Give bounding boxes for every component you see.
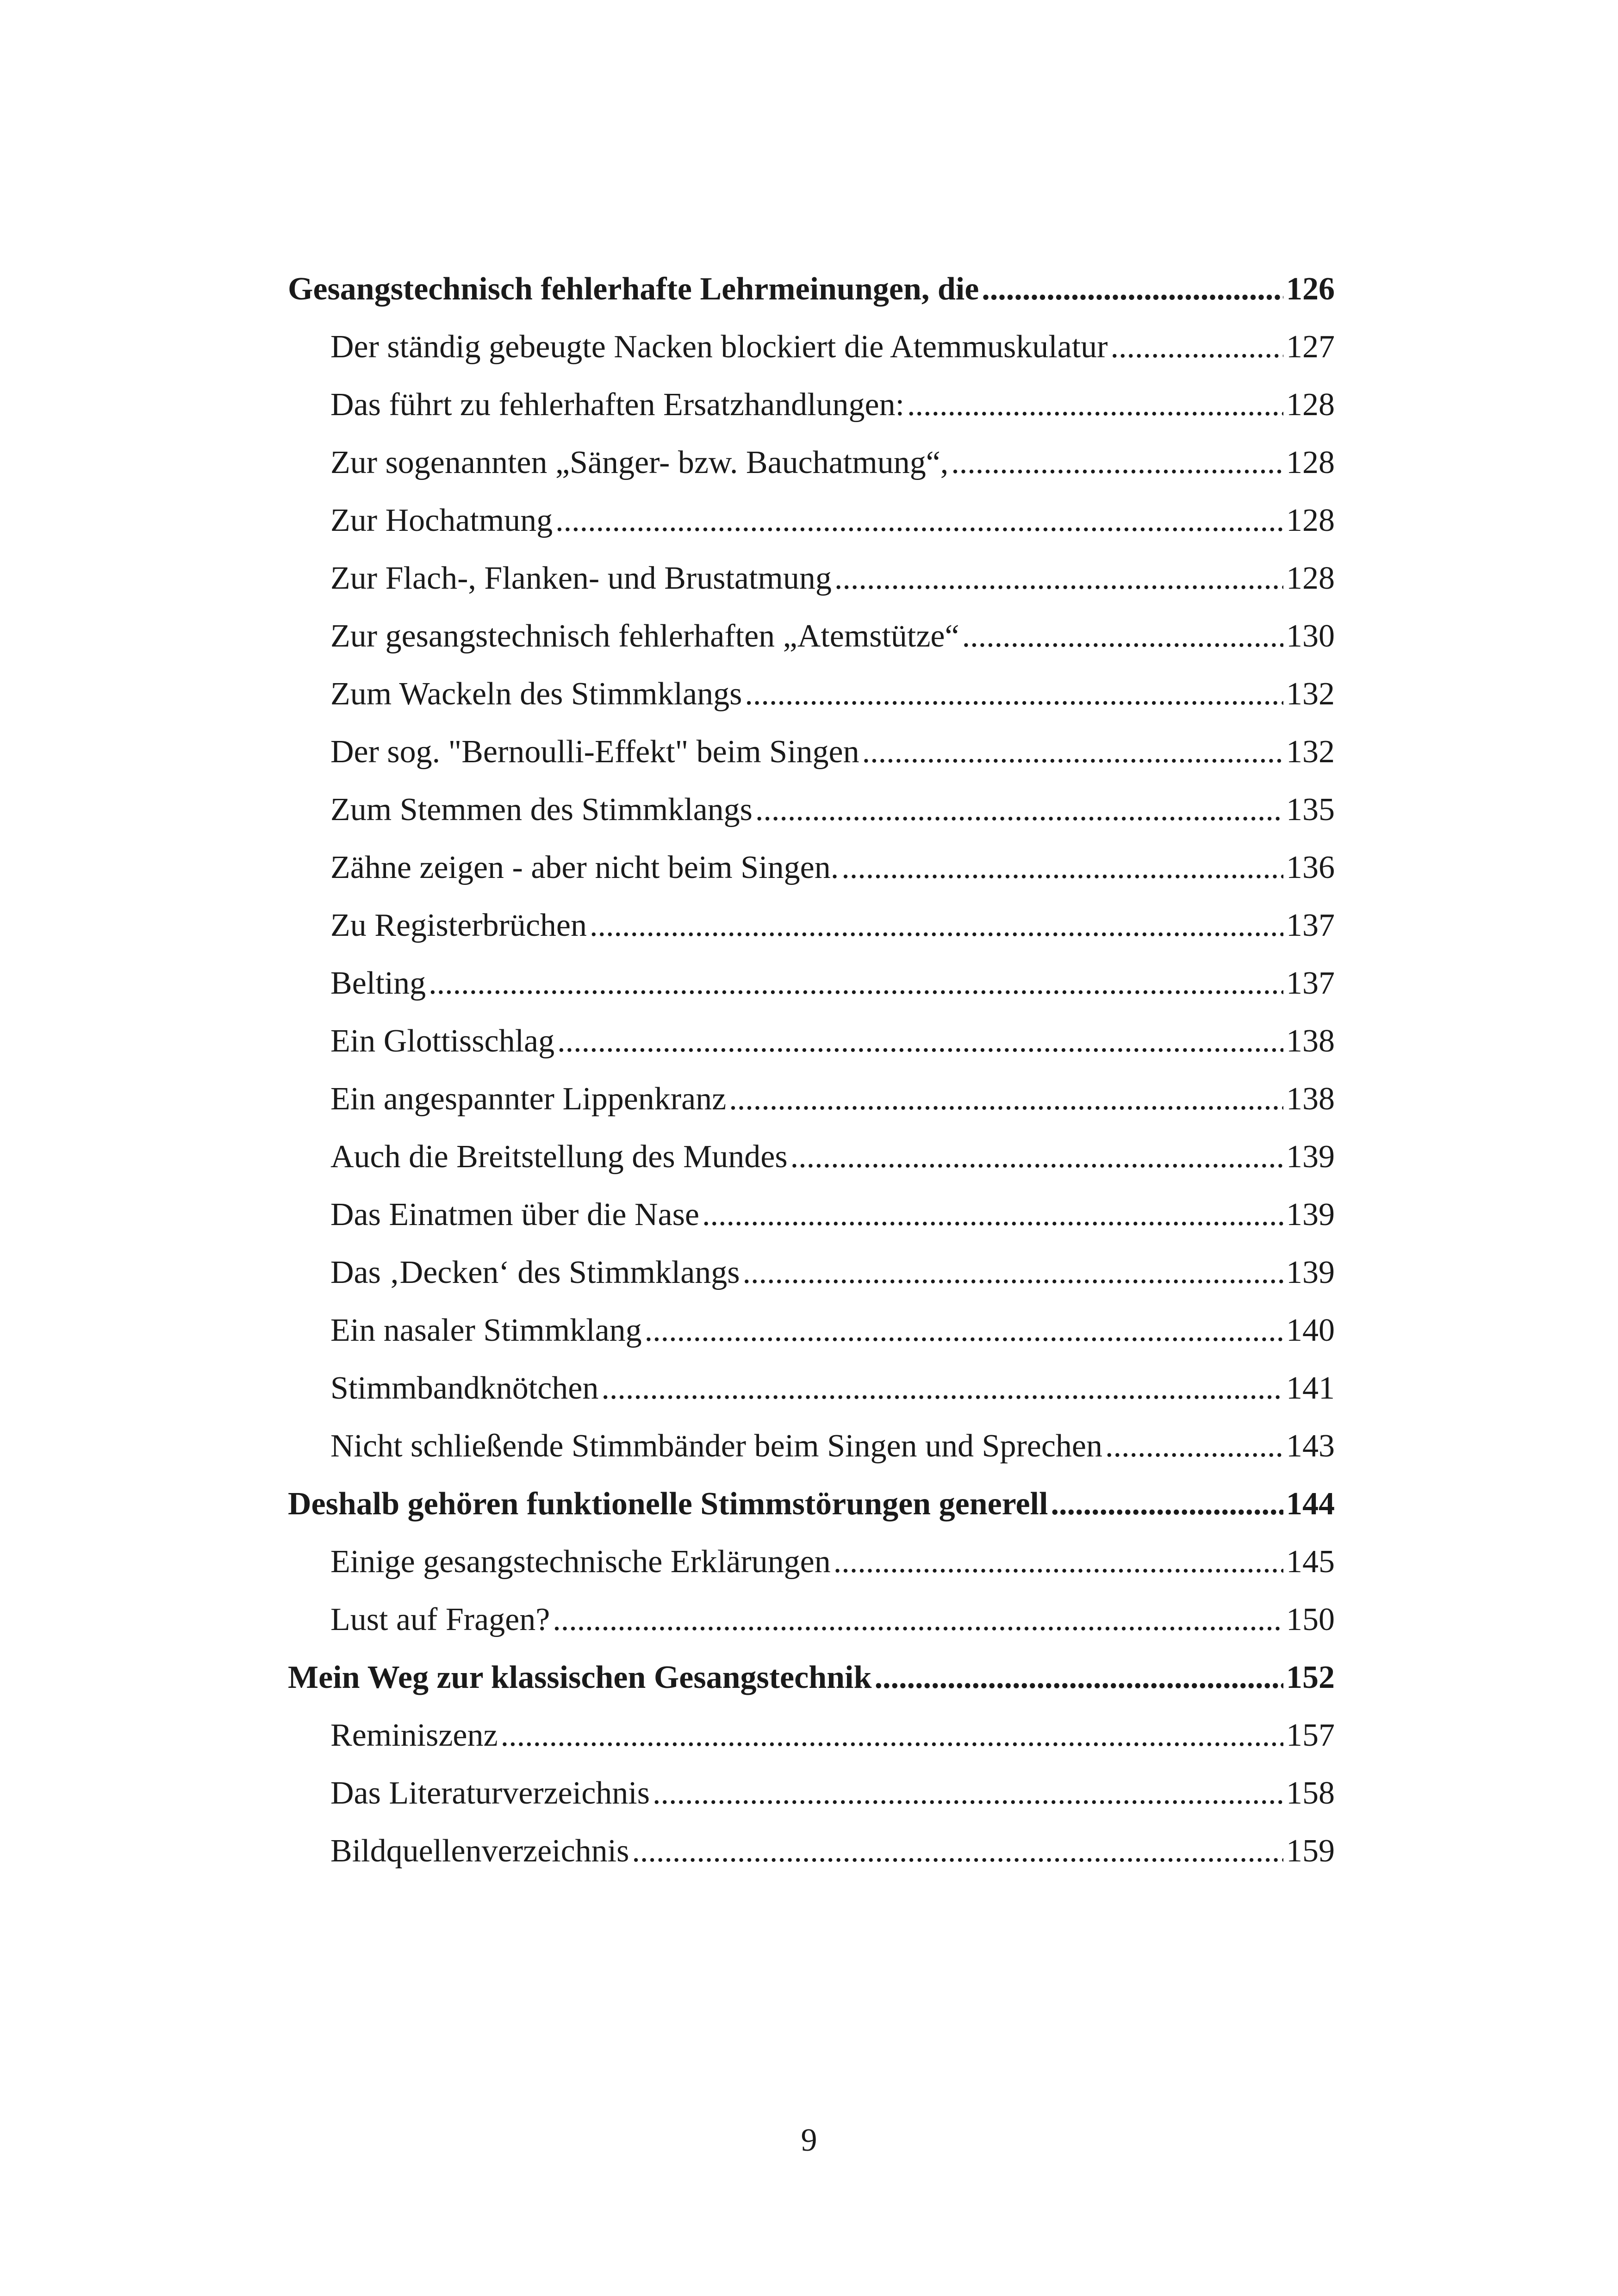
toc-entry-title: Zu Registerbrüchen <box>330 908 587 943</box>
toc-entry-page: 141 <box>1286 1370 1335 1406</box>
toc-section-entry <box>288 1533 1335 1591</box>
toc-entry-title: Das Einatmen über die Nase <box>330 1197 699 1232</box>
toc-section-entry <box>288 896 1335 954</box>
toc-dot-leader <box>841 839 1283 896</box>
toc-section-entry <box>288 665 1335 723</box>
toc-section-entry <box>288 1706 1335 1764</box>
toc-entry-page: 137 <box>1286 965 1335 1001</box>
toc-entry-title: Mein Weg zur klassischen Gesangstechnik <box>288 1660 872 1695</box>
toc-entry-page: 137 <box>1286 908 1335 943</box>
toc-entry-title: Zähne zeigen - aber nicht beim Singen. <box>330 850 839 885</box>
toc-chapter-entry <box>288 260 1335 318</box>
toc-entry-title: Nicht schließende Stimmbänder beim Singen und Sprechen <box>330 1428 1102 1464</box>
toc-entry-title: Bildquellenverzeichnis <box>330 1833 629 1869</box>
toc-dot-leader <box>834 549 1283 607</box>
toc-entry-page: 130 <box>1286 618 1335 654</box>
toc-entry-page: 128 <box>1286 503 1335 538</box>
toc-dot-leader <box>834 1533 1283 1591</box>
toc-dot-leader <box>874 1649 1283 1706</box>
toc-entry-page: 135 <box>1286 792 1335 828</box>
toc-section-entry <box>288 723 1335 781</box>
toc-entry-page: 139 <box>1286 1255 1335 1290</box>
toc-dot-leader <box>862 723 1283 781</box>
toc-entry-title: Der sog. "Bernoulli-Effekt" beim Singen <box>330 734 859 770</box>
toc-entry-page: 138 <box>1286 1081 1335 1117</box>
toc-entry-page: 143 <box>1286 1428 1335 1464</box>
toc-dot-leader <box>553 1591 1283 1649</box>
toc-entry-title: Zur Hochatmung <box>330 503 553 538</box>
toc-section-entry <box>288 376 1335 434</box>
toc-dot-leader <box>555 492 1283 549</box>
toc-section-entry <box>288 1301 1335 1359</box>
page-number: 9 <box>801 2122 817 2158</box>
toc-entry-page: 152 <box>1286 1660 1335 1695</box>
toc-dot-leader <box>729 1070 1283 1128</box>
toc-entry-page: 126 <box>1286 271 1335 307</box>
toc-dot-leader <box>645 1301 1283 1359</box>
toc-dot-leader <box>557 1012 1283 1070</box>
toc-entry-title: Das führt zu fehlerhaften Ersatzhandlungen: <box>330 387 905 423</box>
toc-entry-title: Der ständig gebeugte Nacken blockiert die Atemmuskulatur <box>330 329 1108 365</box>
toc-section-entry <box>288 607 1335 665</box>
toc-entry-title: Zur sogenannten „Sänger- bzw. Bauchatmung“, <box>330 445 949 480</box>
toc-dot-leader <box>745 665 1283 723</box>
toc-dot-leader <box>1105 1417 1283 1475</box>
toc-entry-page: 140 <box>1286 1313 1335 1348</box>
toc-dot-leader <box>962 607 1283 665</box>
toc-section-entry <box>288 1070 1335 1128</box>
toc-entry-page: 159 <box>1286 1833 1335 1869</box>
toc-entry-title: Ein nasaler Stimmklang <box>330 1313 642 1348</box>
toc-entry-title: Zur gesangstechnisch fehlerhaften „Atemstütze“ <box>330 618 959 654</box>
toc-entry-page: 145 <box>1286 1544 1335 1580</box>
toc-entry-page: 138 <box>1286 1023 1335 1059</box>
toc-section-entry <box>288 492 1335 549</box>
toc-entry-page: 144 <box>1286 1486 1335 1522</box>
toc-dot-leader <box>653 1764 1283 1822</box>
toc-entry-title: Reminiszenz <box>330 1717 498 1753</box>
toc-entry-page: 136 <box>1286 850 1335 885</box>
toc-dot-leader <box>790 1128 1283 1186</box>
toc-entry-page: 128 <box>1286 560 1335 596</box>
toc-entry-title: Einige gesangstechnische Erklärungen <box>330 1544 831 1580</box>
toc-entry-title: Ein angespannter Lippenkranz <box>330 1081 727 1117</box>
toc-section-entry <box>288 1244 1335 1301</box>
toc-entry-page: 139 <box>1286 1197 1335 1232</box>
toc-dot-leader <box>429 954 1283 1012</box>
toc-section-entry <box>288 318 1335 376</box>
toc-entry-page: 158 <box>1286 1775 1335 1811</box>
toc-dot-leader <box>632 1822 1283 1880</box>
toc-entry-page: 128 <box>1286 445 1335 480</box>
toc-entry-title: Zum Stemmen des Stimmklangs <box>330 792 753 828</box>
toc-entry-title: Auch die Breitstellung des Mundes <box>330 1139 788 1175</box>
toc-entry-title: Lust auf Fragen? <box>330 1602 550 1637</box>
toc-dot-leader <box>590 896 1283 954</box>
toc-dot-leader <box>501 1706 1283 1764</box>
toc-dot-leader <box>907 376 1283 434</box>
toc-section-entry <box>288 434 1335 492</box>
toc-entry-title: Belting <box>330 965 426 1001</box>
toc-entry-title: Stimmbandknötchen <box>330 1370 599 1406</box>
toc-section-entry <box>288 1186 1335 1244</box>
toc-dot-leader <box>1111 318 1284 376</box>
toc-section-entry <box>288 1012 1335 1070</box>
toc-entry-page: 127 <box>1286 329 1335 365</box>
toc-entry-page: 139 <box>1286 1139 1335 1175</box>
toc-entry-title: Zum Wackeln des Stimmklangs <box>330 676 742 712</box>
toc-entry-page: 150 <box>1286 1602 1335 1637</box>
toc-section-entry <box>288 954 1335 1012</box>
toc-entry-title: Gesangstechnisch fehlerhafte Lehrmeinungen, die <box>288 271 979 307</box>
toc-section-entry <box>288 1359 1335 1417</box>
toc-entry-title: Das ‚Decken‘ des Stimmklangs <box>330 1255 740 1290</box>
toc-section-entry <box>288 1591 1335 1649</box>
toc-entry-title: Ein Glottisschlag <box>330 1023 555 1059</box>
toc-dot-leader <box>1051 1475 1283 1533</box>
toc-entry-title: Das Literaturverzeichnis <box>330 1775 650 1811</box>
toc-dot-leader <box>951 434 1283 492</box>
toc-dot-leader <box>601 1359 1283 1417</box>
toc-section-entry <box>288 781 1335 839</box>
toc-section-entry <box>288 839 1335 896</box>
toc-chapter-entry <box>288 1475 1335 1533</box>
table-of-contents <box>288 260 1335 1880</box>
toc-entry-page: 157 <box>1286 1717 1335 1753</box>
toc-dot-leader <box>743 1244 1283 1301</box>
toc-dot-leader <box>702 1186 1283 1244</box>
toc-chapter-entry <box>288 1649 1335 1706</box>
toc-entry-page: 132 <box>1286 676 1335 712</box>
toc-dot-leader <box>755 781 1283 839</box>
toc-dot-leader <box>982 260 1283 318</box>
toc-entry-title: Zur Flach-, Flanken- und Brustatmung <box>330 560 832 596</box>
toc-section-entry <box>288 1764 1335 1822</box>
toc-entry-page: 132 <box>1286 734 1335 770</box>
toc-section-entry <box>288 1822 1335 1880</box>
toc-section-entry <box>288 1128 1335 1186</box>
toc-entry-page: 128 <box>1286 387 1335 423</box>
toc-entry-title: Deshalb gehören funktionelle Stimmstörungen generell <box>288 1486 1048 1522</box>
toc-section-entry <box>288 1417 1335 1475</box>
toc-section-entry <box>288 549 1335 607</box>
